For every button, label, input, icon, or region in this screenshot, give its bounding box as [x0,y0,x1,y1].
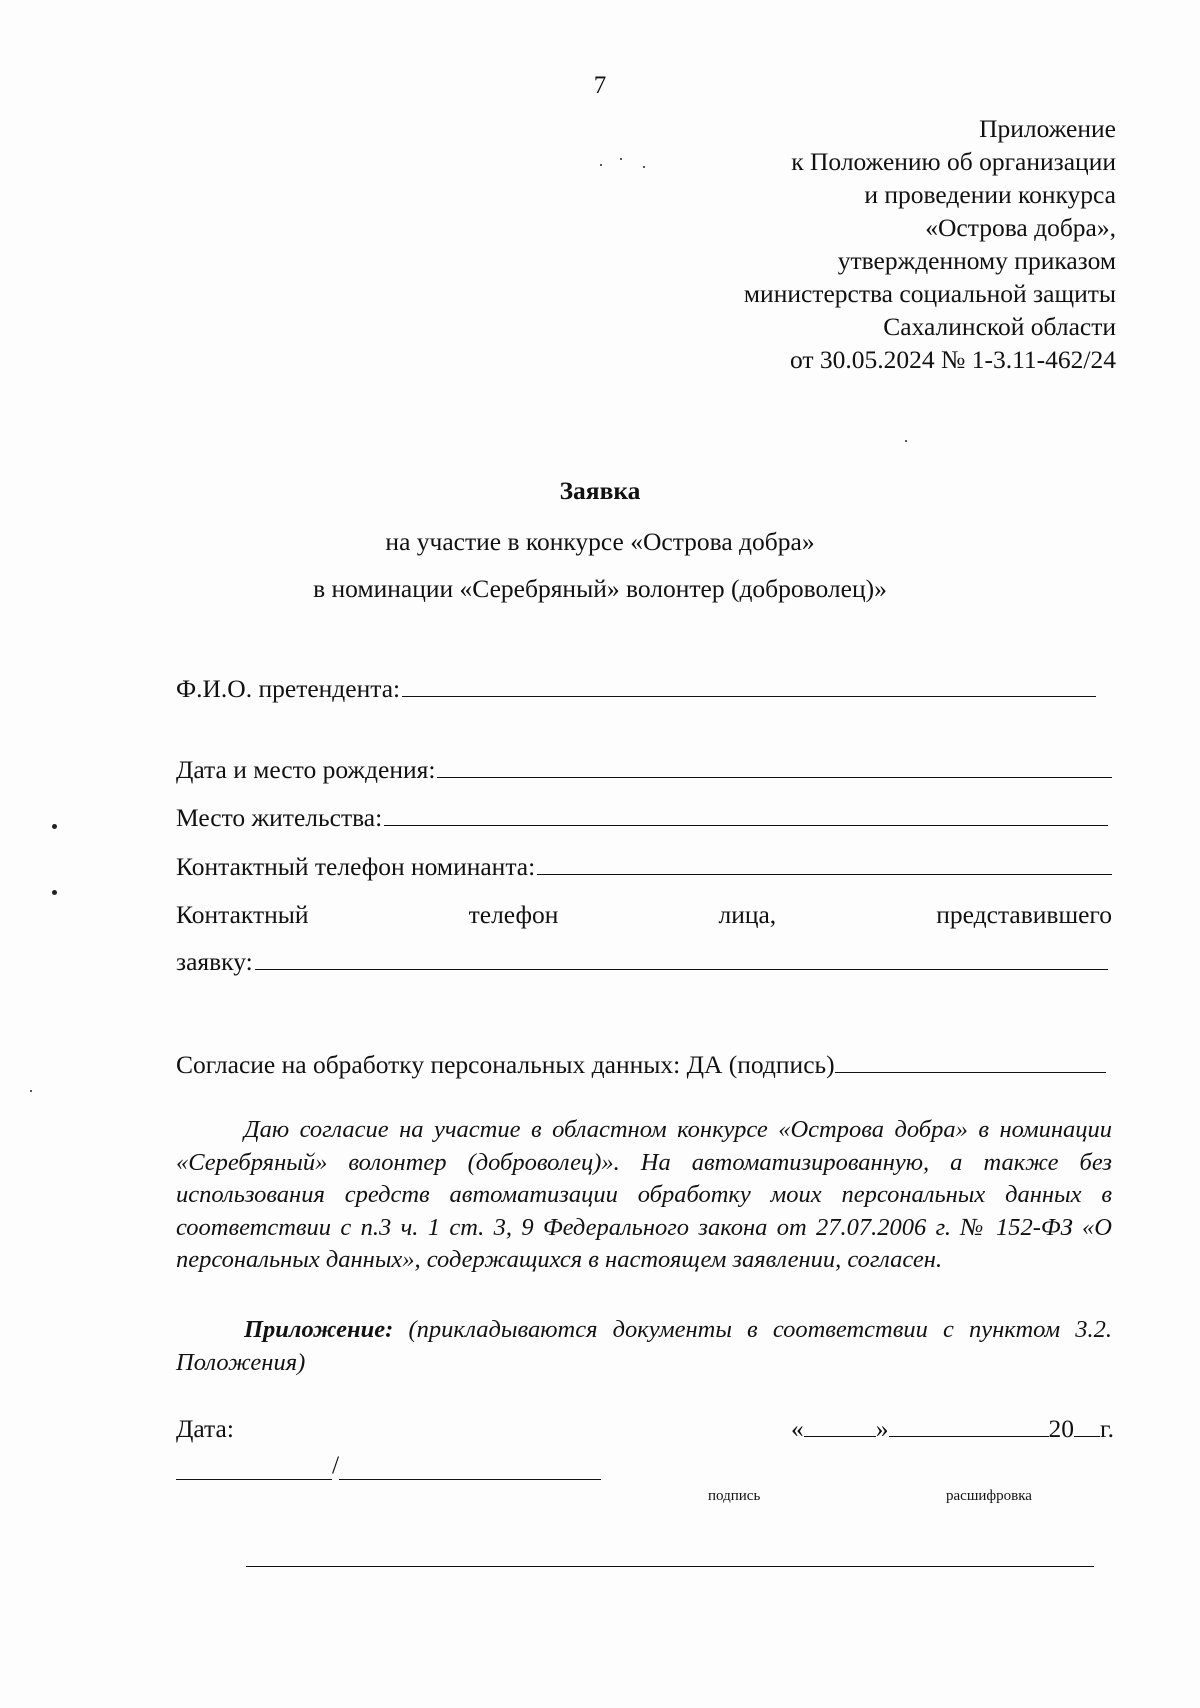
field-full-name-line[interactable] [402,674,1096,697]
date-fill[interactable] [791,1414,1114,1444]
field-consent-signature-line[interactable] [835,1050,1106,1073]
field-full-name-label: Ф.И.О. претендента: [176,674,401,703]
field-full-name[interactable] [176,674,1096,708]
consent-paragraph [176,1114,1112,1277]
scan-speck [30,1090,32,1092]
application-subtitle-1: на участие в конкурсе «Острова добра» [385,527,815,556]
appendix-line: Сахалинской области [883,312,1116,341]
date-label: Дата: [176,1414,234,1443]
submitter-phone-word: Контактный [176,900,309,929]
page-number: 7 [593,72,607,99]
field-nominee-phone-label: Контактный телефон номинанта: [176,852,536,881]
field-residence-line[interactable] [384,803,1108,826]
date-year-prefix: 20 [1048,1414,1075,1443]
scan-speck [600,164,602,166]
field-birth[interactable] [176,755,1112,789]
signature-lines[interactable] [176,1450,601,1480]
submitter-phone-word: представившего [936,900,1112,929]
scan-speck [52,890,57,895]
application-title: Заявка [559,476,641,505]
appendix-line: утвержденному приказом [837,246,1116,275]
date-year-suffix: г. [1100,1414,1114,1443]
appendix-line: министерства социальной защиты [743,279,1116,308]
field-birth-line[interactable] [437,755,1112,778]
date-quote-open: « [791,1414,804,1443]
appendix-line: к Положению об организации [791,147,1116,176]
scan-speck [643,166,645,168]
application-subtitle-2: в номинации «Серебряный» волонтер (доброволец)» [313,574,887,603]
signature-blank[interactable] [176,1453,332,1480]
attachment-paragraph [176,1314,1112,1379]
field-nominee-phone[interactable] [176,852,1112,886]
bottom-rule [246,1566,1094,1567]
date-quote-close: » [875,1414,889,1443]
decoding-blank[interactable] [339,1453,601,1480]
appendix-header [744,112,1116,376]
appendix-line: «Острова добра», [925,213,1116,242]
field-nominee-phone-line[interactable] [537,852,1112,875]
scan-speck [905,440,907,442]
field-residence[interactable] [176,803,1108,837]
submitter-phone-word: телефон [468,900,559,929]
appendix-line: и проведении конкурса [864,180,1116,209]
consent-text: Даю согласие на участие в областном конкурсе «Острова добра» в номинации «Серебряный» волонтер (доброволец)». На автоматизированную, а также без использования средств автоматизации обработку моих персональных данных в соответствии с п.3 ч. 1 ст. 3, 9 Федерального закона от 27.07.2006 г. № 152-ФЗ «О персональных данных», содержащихся в настоящем заявлении, согласен. [176,1116,1112,1273]
date-year-blank[interactable] [1074,1416,1100,1437]
scan-speck [52,824,57,829]
appendix-line: Приложение [979,114,1116,143]
field-submitter-phone-line[interactable] [255,947,1108,970]
field-submitter-phone-label: заявку: [176,947,253,976]
attachment-label: Приложение: [244,1316,394,1343]
attachment-text: (прикладываются документы в соответствии с пунктом 3.2. Положения) [176,1316,1112,1376]
submitter-phone-word: лица, [718,900,777,929]
field-submitter-phone[interactable] [176,947,1108,981]
field-consent-label: Согласие на обработку персональных данных: ДА (подпись) [176,1050,835,1079]
scan-speck [620,158,622,160]
caption-decoding: расшифровка [946,1488,1032,1504]
signature-slash: / [332,1450,340,1479]
field-consent[interactable] [176,1050,1106,1084]
field-birth-label: Дата и место рождения: [176,755,436,784]
appendix-line: от 30.05.2024 № 1-3.11-462/24 [789,345,1116,374]
caption-signature: подпись [708,1488,761,1504]
date-month-blank[interactable] [889,1416,1049,1437]
field-residence-label: Место жительства: [176,803,383,832]
field-submitter-phone-label-row [176,900,1112,930]
date-day-blank[interactable] [804,1416,876,1437]
